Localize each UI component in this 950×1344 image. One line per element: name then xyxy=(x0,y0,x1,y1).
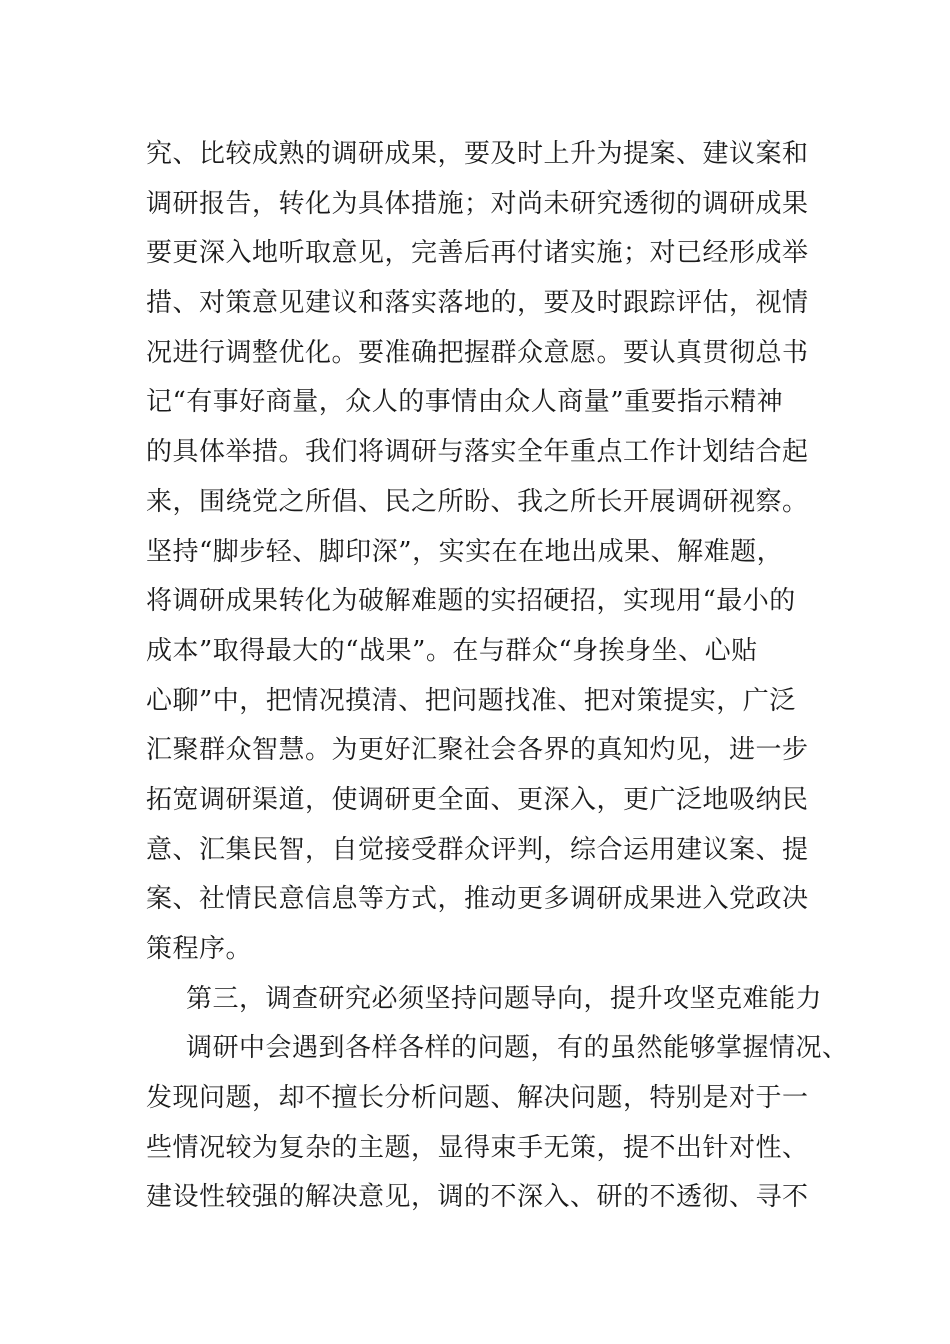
text-line: 拓宽调研渠道，使调研更全面、更深入，更广泛地吸纳民 xyxy=(146,784,809,815)
text-line: 策程序。 xyxy=(146,934,253,964)
text-line: 些情况较为复杂的主题，显得束手无策，提不出针对性、 xyxy=(146,1132,809,1163)
text-line: 案、社情民意信息等方式，推动更多调研成果进入党政决 xyxy=(146,884,809,915)
text-line: 要更深入地听取意见，完善后再付诸实施；对已经形成举 xyxy=(146,238,809,269)
text-line: 将调研成果转化为破解难题的实招硬招，实现用“最小的 xyxy=(146,586,796,617)
text-line: 调研报告，转化为具体措施；对尚未研究透彻的调研成果 xyxy=(146,188,809,219)
text-line: 究、比较成熟的调研成果，要及时上升为提案、建议案和 xyxy=(146,139,809,169)
text-line: 坚持“脚步轻、脚印深”，实实在在地出成果、解难题， xyxy=(146,536,784,567)
text-line: 的具体举措。我们将调研与落实全年重点工作计划结合起 xyxy=(146,437,809,468)
text-line: 心聊”中，把情况摸清、把问题找准、把对策提实，广泛 xyxy=(146,685,796,716)
body-text xyxy=(146,130,849,1223)
text-line: 况进行调整优化。要准确把握群众意愿。要认真贯彻总书 xyxy=(146,337,809,368)
text-line: 意、汇集民智，自觉接受群众评判，综合运用建议案、提 xyxy=(146,834,809,865)
section-heading: 第三，调查研究必须坚持问题导向，提升攻坚克难能力 xyxy=(186,983,823,1014)
text-line: 汇聚群众智慧。为更好汇聚社会各界的真知灼见，进一步 xyxy=(146,735,809,766)
text-line: 成本”取得最大的“战果”。在与群众“身挨身坐、心贴 xyxy=(146,635,758,666)
text-line: 来，围绕党之所倡、民之所盼、我之所长开展调研视察。 xyxy=(146,486,809,517)
paragraph-first-line: 调研中会遇到各样各样的问题，有的虽然能够掌握情况、 xyxy=(186,1033,849,1064)
text-line: 记“有事好商量，众人的事情由众人商量”重要指示精神 xyxy=(146,387,784,418)
text-line: 措、对策意见建议和落实落地的，要及时跟踪评估，视情 xyxy=(146,288,809,319)
text-line: 发现问题，却不擅长分析问题、解决问题，特别是对于一 xyxy=(146,1083,809,1114)
text-line: 建设性较强的解决意见，调的不深入、研的不透彻、寻不 xyxy=(146,1182,809,1213)
